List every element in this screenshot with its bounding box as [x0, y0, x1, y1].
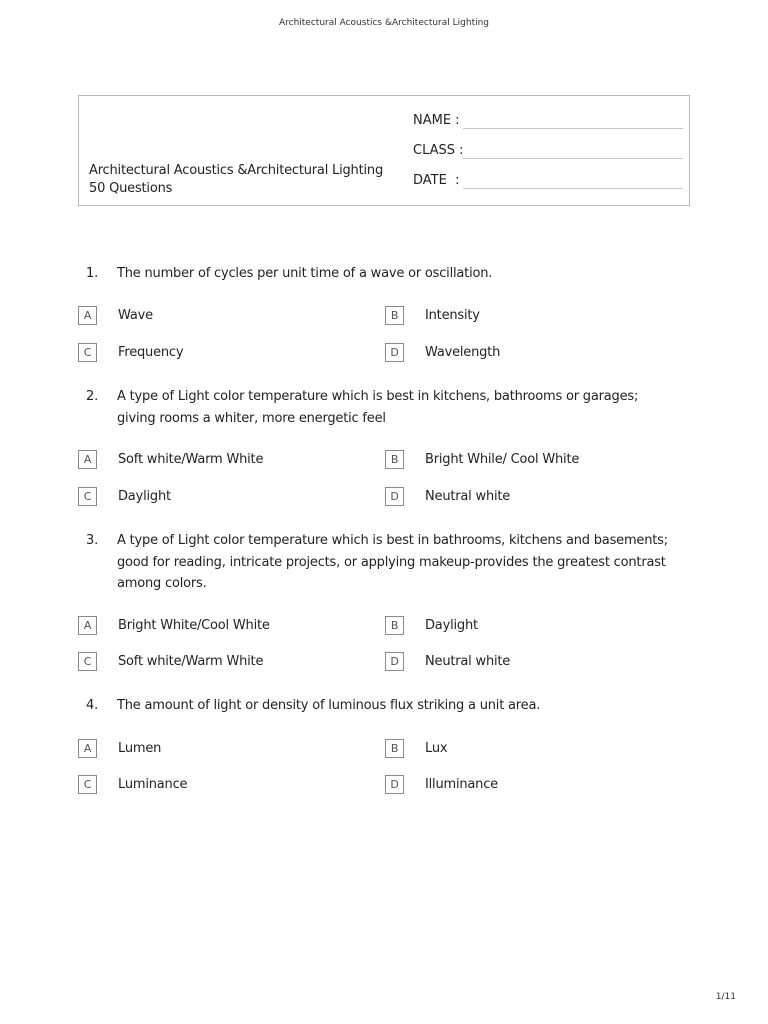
question-text: A type of Light color temperature which is best in bathrooms, kitchens and basements; good for reading, intricate projects, or applying makeup-provides the greatest contrast among colors. [117, 533, 668, 591]
date-input-line[interactable] [463, 188, 683, 189]
option-text: Frequency [118, 345, 184, 360]
class-input-line[interactable] [463, 158, 683, 159]
option-text: Neutral white [425, 654, 511, 669]
question-number: 2. [86, 389, 99, 404]
option-text: Soft white/Warm White [118, 452, 264, 467]
option-letter-box[interactable]: A [78, 450, 97, 469]
name-label: NAME : [413, 113, 460, 128]
question-text: The amount of light or density of luminous flux striking a unit area. [117, 698, 541, 713]
option-letter-box[interactable]: C [78, 343, 97, 362]
option-letter-box[interactable]: D [385, 343, 404, 362]
option-text: Illuminance [425, 777, 498, 792]
document-title: Architectural Acoustics &Architectural Lighting [89, 163, 383, 178]
option-text: Wavelength [425, 345, 501, 360]
question-number: 4. [86, 698, 99, 713]
option-letter-box[interactable]: B [385, 450, 404, 469]
option-letter-box[interactable]: D [385, 652, 404, 671]
document-title-block [89, 162, 383, 198]
worksheet-header [78, 95, 690, 206]
option-letter-box[interactable]: B [385, 739, 404, 758]
question-number: 3. [86, 533, 99, 548]
option-letter-box[interactable]: A [78, 616, 97, 635]
option-letter-box[interactable]: C [78, 487, 97, 506]
option-text: Daylight [118, 489, 171, 504]
option-text: Bright White/Cool White [118, 618, 270, 633]
option-text: Intensity [425, 308, 480, 323]
option-text: Luminance [118, 777, 188, 792]
option-letter-box[interactable]: D [385, 487, 404, 506]
page-number: 1/11 [715, 992, 736, 1002]
option-text: Daylight [425, 618, 478, 633]
question-count: 50 Questions [89, 181, 173, 196]
option-text: Neutral white [425, 489, 511, 504]
option-text: Wave [118, 308, 153, 323]
question-text: A type of Light color temperature which is best in kitchens, bathrooms or garages; giving rooms a whiter, more energetic feel [117, 389, 639, 426]
option-letter-box[interactable]: C [78, 652, 97, 671]
option-letter-box[interactable]: B [385, 306, 404, 325]
name-input-line[interactable] [463, 128, 683, 129]
option-letter-box[interactable]: B [385, 616, 404, 635]
question-text: The number of cycles per unit time of a wave or oscillation. [117, 266, 493, 281]
option-text: Soft white/Warm White [118, 654, 264, 669]
date-field[interactable] [413, 173, 683, 193]
class-label: CLASS : [413, 143, 464, 158]
option-text: Lux [425, 741, 448, 756]
option-letter-box[interactable]: A [78, 739, 97, 758]
name-field[interactable] [413, 113, 683, 133]
running-header: Architectural Acoustics &Architectural Lighting [278, 18, 490, 28]
question-number: 1. [86, 266, 99, 281]
option-text: Lumen [118, 741, 162, 756]
option-letter-box[interactable]: A [78, 306, 97, 325]
option-letter-box[interactable]: C [78, 775, 97, 794]
option-text: Bright While/ Cool White [425, 452, 580, 467]
class-field[interactable] [413, 143, 683, 163]
option-letter-box[interactable]: D [385, 775, 404, 794]
date-label: DATE : [413, 173, 460, 188]
